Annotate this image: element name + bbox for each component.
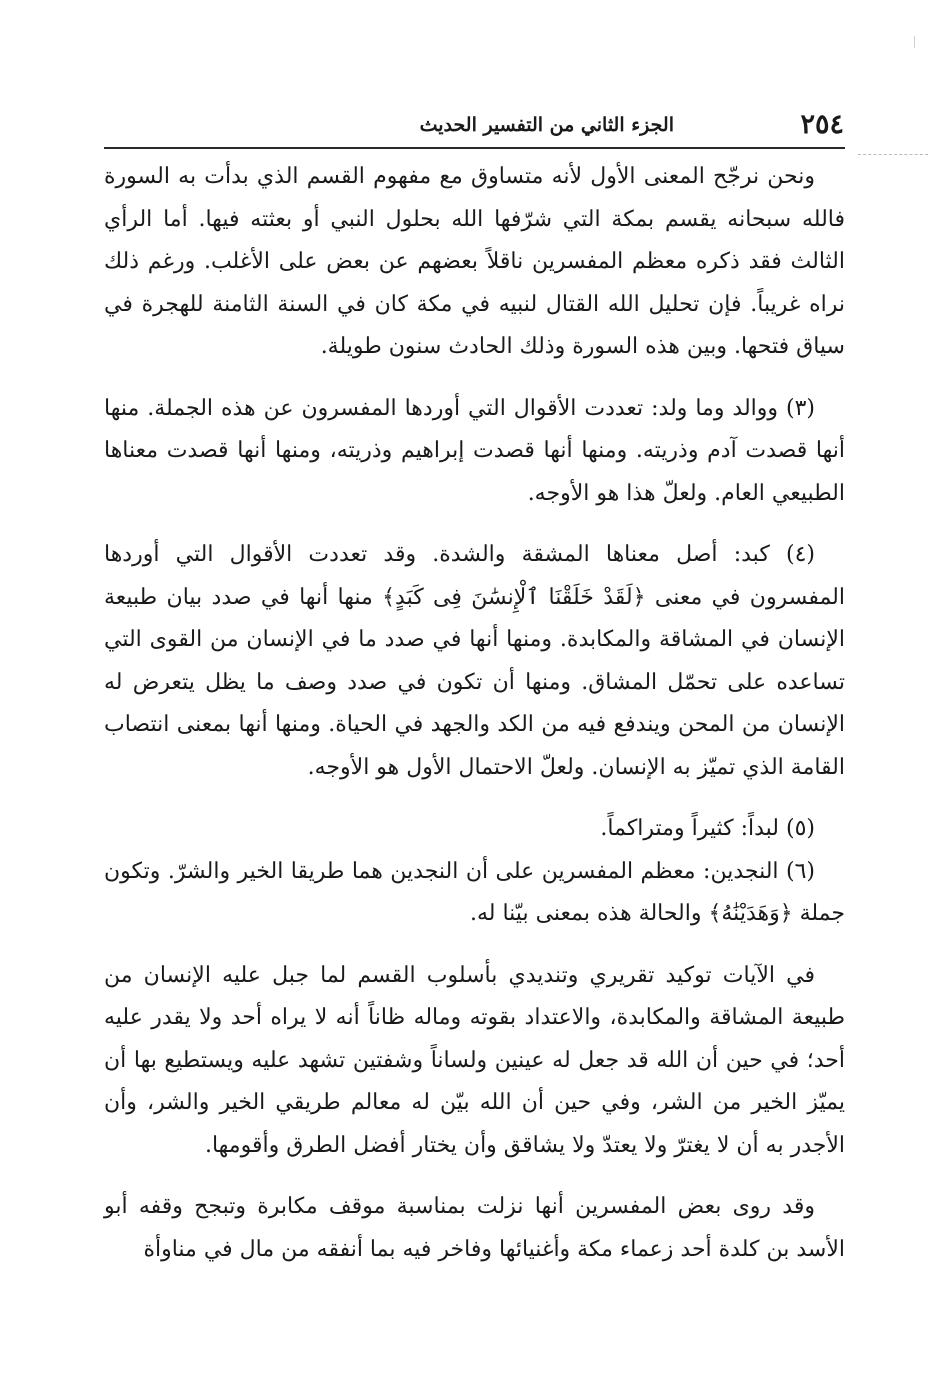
body-text <box>104 156 845 1271</box>
running-title: الجزء الثاني من التفسير الحديث <box>419 114 674 136</box>
scan-edge-mark <box>914 36 915 48</box>
paragraph-preferred-meaning: ونحن نرجّح المعنى الأول لأنه متساوق مع مفهوم القسم الذي بدأت به السورة فالله سبحانه يقسم بمكة التي شرّفها الله بحلول النبي أو بعثته فيها. أما الرأي الثالث فقد ذكره معظم المفسرين ناقلاً بعضهم عن بعض على الأغلب. ورغم ذلك نراه غريباً. فإن تحليل الله القتال لنبيه في مكة كان في السنة الثامنة للهجرة في سياق فتحها. وبين هذه السورة وذلك الحادث سنون طويلة. <box>104 164 845 359</box>
paragraph-commentary: في الآيات توكيد تقريري وتنديدي بأسلوب القسم لما جبل عليه الإنسان من طبيعة المشاقة والمكابدة، والاعتداد بقوته وماله ظاناً أنه لا يراه أحد ولا يقدر عليه أحد؛ في حين أن الله قد جعل له عينين ولساناً وشفتين تشهد عليه ويستطيع بها أن يميّز الخير من الشر، وفي حين أن الله بيّن له معالم طريقي الخير والشر، وأن الأجدر به أن لا يغترّ ولا يعتدّ ولا يشاقق وأن يختار أفضل الطرق وأقومها. <box>104 962 845 1158</box>
note-3-walid: (٣) ووالد وما ولد: تعددت الأقوال التي أوردها المفسرون عن هذه الجملة. منها أنها قصدت آدم وذريته. ومنها أنها قصدت إبراهيم وذريته، ومنها أنها قصدت معناها الطبيعي العام. ولعلّ هذا هو الأوجه. <box>104 395 845 506</box>
page-number: ٢٥٤ <box>800 109 844 140</box>
note-6-najdain: (٦) النجدين: معظم المفسرين على أن النجدين هما طريقا الخير والشرّ. وتكون جملة ﴿وَهَدَيْنَٰهُ﴾ والحالة هذه بمعنى بيّنا له. <box>104 858 845 926</box>
note-5-lubad: (٥) لبداً: كثيراً ومتراكماً. <box>600 816 815 841</box>
header-divider <box>104 147 845 149</box>
scan-edge-mark <box>858 154 928 155</box>
note-4-kabad: (٤) كبد: أصل معناها المشقة والشدة. وقد تعددت الأقوال التي أوردها المفسرون في معنى ﴿لَقَدْ خَلَقْنَا ٱلْإِنسَٰنَ فِى كَبَدٍ﴾ منها أنها في صدد بيان طبيعة الإنسان في المشاقة والمكابدة. ومنها أنها في صدد ما في الإنسان من القوى التي تساعده على تحمّل المشاق. ومنها أن تكون في صدد وصف ما يظل يتعرض له الإنسان من المحن ويندفع فيه من الكد والجهد في الحياة. ومنها أنها بمعنى انتصاب القامة الذي تميّز به الإنسان. ولعلّ الاحتمال الأول هو الأوجه. <box>104 542 845 780</box>
page-header <box>104 104 844 144</box>
paragraph-occasion: وقد روى بعض المفسرين أنها نزلت بمناسبة موقف مكابرة وتبجح وقفه أبو الأسد بن كلدة أحد زعماء مكة وأغنيائها وفاخر فيه بما أنفقه من مال في مناوأة <box>104 1194 845 1262</box>
